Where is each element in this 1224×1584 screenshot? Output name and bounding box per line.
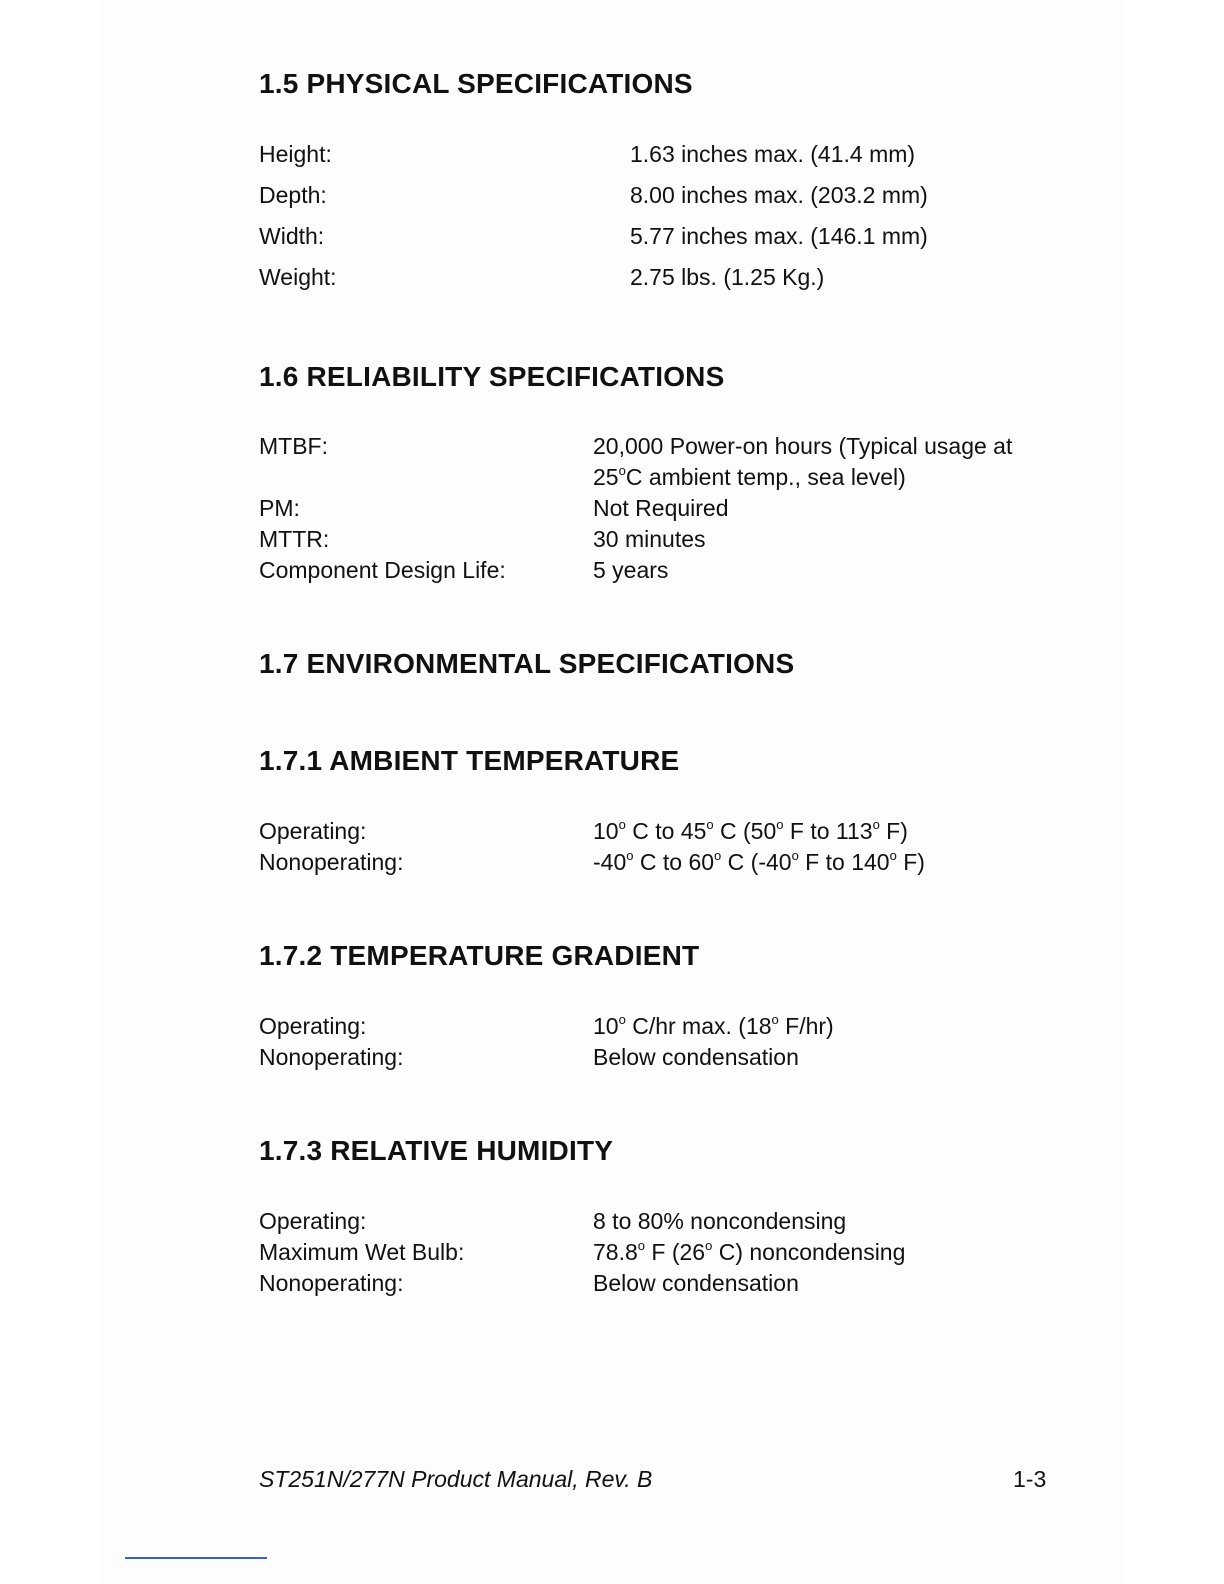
spec-label: Operating:: [259, 1013, 367, 1039]
spec-label: Depth:: [259, 182, 327, 208]
section-heading-relative-humidity: 1.7.3 RELATIVE HUMIDITY: [259, 1135, 614, 1166]
degree-mark: o: [705, 1238, 713, 1253]
spec-label: Nonoperating:: [259, 1044, 404, 1070]
degree-mark: o: [889, 848, 897, 863]
degree-mark: o: [706, 817, 714, 832]
section-heading-environmental: 1.7 ENVIRONMENTAL SPECIFICATIONS: [259, 648, 795, 679]
spec-value: 5 years: [593, 557, 669, 583]
spec-value: 1.63 inches max. (41.4 mm): [630, 141, 916, 167]
spec-label: MTTR:: [259, 526, 330, 552]
spec-value: 8 to 80% noncondensing: [593, 1208, 847, 1234]
page-edge-line: [125, 1557, 267, 1559]
spec-value: 5.77 inches max. (146.1 mm): [630, 223, 928, 249]
degree-mark: o: [637, 1238, 645, 1253]
degree-mark: o: [618, 1012, 626, 1027]
spec-label: Weight:: [259, 264, 337, 290]
spec-value: 25$^o$C ambient temp., sea level): [593, 463, 906, 490]
spec-value: 8.00 inches max. (203.2 mm): [630, 182, 928, 208]
spec-label: Operating:: [259, 818, 367, 844]
spec-label: Maximum Wet Bulb:: [259, 1239, 465, 1265]
spec-label: Nonoperating:: [259, 849, 404, 875]
spec-label: PM:: [259, 495, 300, 521]
spec-value: 2.75 lbs. (1.25 Kg.): [630, 264, 825, 290]
degree-mark: o: [872, 817, 880, 832]
spec-label: MTBF:: [259, 433, 328, 459]
spec-value: 30 minutes: [593, 526, 706, 552]
spec-label: Nonoperating:: [259, 1270, 404, 1296]
spec-value: 10$^o$ C/hr max. (18$^o$ F/hr): [593, 1012, 834, 1039]
footer-manual-title: ST251N/277N Product Manual, Rev. B: [259, 1466, 653, 1492]
spec-value: 10$^o$ C to 45$^o$ C (50$^o$ F to 113$^o$ F): [593, 817, 908, 844]
document-page: [100, 0, 1124, 1584]
spec-value: -40$^o$ C to 60$^o$ C (-40$^o$ F to 140$^o$ F): [593, 848, 925, 875]
spec-value: 78.8$^o$ F (26$^o$ C) noncondensing: [593, 1238, 906, 1265]
spec-value: 20,000 Power-on hours (Typical usage at: [593, 433, 1013, 459]
section-heading-physical: 1.5 PHYSICAL SPECIFICATIONS: [259, 68, 693, 99]
footer-page-number: 1-3: [1013, 1466, 1047, 1492]
spec-label: Operating:: [259, 1208, 367, 1234]
spec-label: Height:: [259, 141, 332, 167]
degree-mark: o: [618, 817, 626, 832]
degree-mark: o: [618, 463, 626, 478]
spec-value: Below condensation: [593, 1270, 799, 1296]
degree-mark: o: [791, 848, 799, 863]
spec-label: Width:: [259, 223, 325, 249]
degree-mark: o: [771, 1012, 779, 1027]
section-heading-temperature-gradient: 1.7.2 TEMPERATURE GRADIENT: [259, 940, 700, 971]
spec-value: Not Required: [593, 495, 729, 521]
section-heading-reliability: 1.6 RELIABILITY SPECIFICATIONS: [259, 361, 725, 392]
degree-mark: o: [714, 848, 722, 863]
section-heading-ambient-temperature: 1.7.1 AMBIENT TEMPERATURE: [259, 745, 680, 776]
degree-mark: o: [776, 817, 784, 832]
degree-mark: o: [626, 848, 634, 863]
spec-value: Below condensation: [593, 1044, 799, 1070]
spec-label: Component Design Life:: [259, 557, 506, 583]
